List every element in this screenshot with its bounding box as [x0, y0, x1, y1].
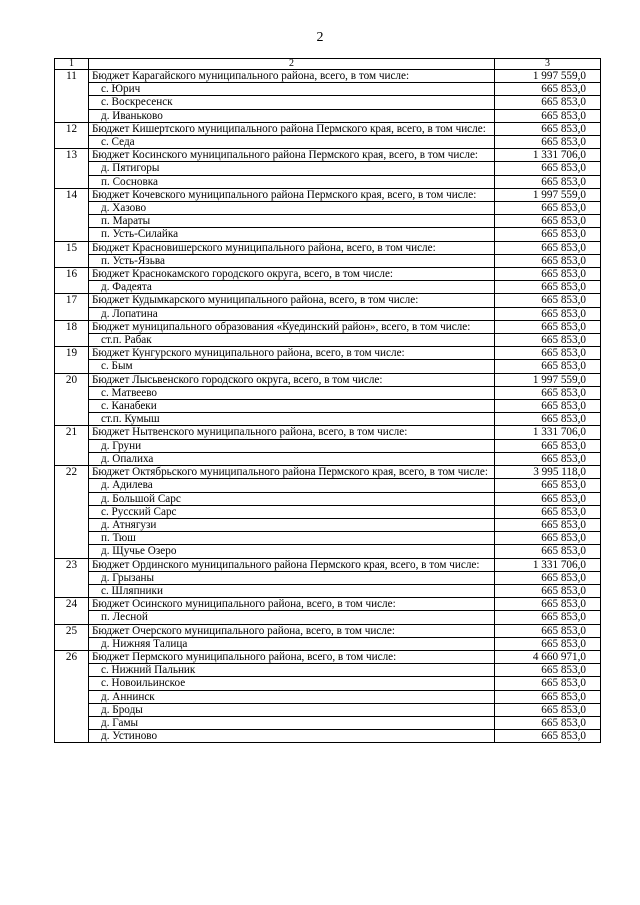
settlement-name: д. Аннинск	[89, 690, 495, 703]
table-row-settlement	[55, 400, 601, 413]
table-row-settlement	[55, 162, 601, 175]
settlement-name: п. Мараты	[89, 215, 495, 228]
settlement-amount: 665 853,0	[495, 215, 601, 228]
settlement-name: д. Фадеята	[89, 281, 495, 294]
row-number: 23	[55, 558, 89, 598]
settlement-name: с. Матвеево	[89, 386, 495, 399]
settlement-name: с. Юрич	[89, 83, 495, 96]
settlement-name: д. Пятигоры	[89, 162, 495, 175]
settlement-name: д. Опалиха	[89, 452, 495, 465]
table-row-group-header	[55, 70, 601, 83]
settlement-name: с. Канабеки	[89, 400, 495, 413]
settlement-amount: 665 853,0	[495, 518, 601, 531]
budget-total: 665 853,0	[495, 624, 601, 637]
table-row-group-header	[55, 466, 601, 479]
table-row-settlement	[55, 136, 601, 149]
table-row-settlement	[55, 360, 601, 373]
settlement-amount: 665 853,0	[495, 109, 601, 122]
settlement-name: д. Щучье Озеро	[89, 545, 495, 558]
row-number: 13	[55, 149, 89, 189]
table-row-settlement	[55, 637, 601, 650]
table-row-settlement	[55, 215, 601, 228]
row-number: 15	[55, 241, 89, 267]
table-row-settlement	[55, 202, 601, 215]
settlement-amount: 665 853,0	[495, 162, 601, 175]
table-row-settlement	[55, 545, 601, 558]
settlement-name: д. Грызаны	[89, 571, 495, 584]
settlement-amount: 665 853,0	[495, 716, 601, 729]
table-row-group-header	[55, 149, 601, 162]
budget-table	[54, 58, 601, 743]
settlement-amount: 665 853,0	[495, 360, 601, 373]
budget-total: 665 853,0	[495, 598, 601, 611]
settlement-amount: 665 853,0	[495, 532, 601, 545]
settlement-amount: 665 853,0	[495, 571, 601, 584]
budget-title: Бюджет Нытвенского муниципального района, всего, в том числе:	[89, 426, 495, 439]
table-row-group-header	[55, 241, 601, 254]
settlement-amount: 665 853,0	[495, 664, 601, 677]
settlement-name: с. Нижний Пальник	[89, 664, 495, 677]
table-row-settlement	[55, 175, 601, 188]
budget-title: Бюджет Красновишерского муниципального района, всего, в том числе:	[89, 241, 495, 254]
settlement-amount: 665 853,0	[495, 386, 601, 399]
budget-total: 665 853,0	[495, 268, 601, 281]
table-row-settlement	[55, 96, 601, 109]
row-number: 25	[55, 624, 89, 650]
settlement-amount: 665 853,0	[495, 439, 601, 452]
table-row-settlement	[55, 703, 601, 716]
table-row-settlement	[55, 334, 601, 347]
settlement-amount: 665 853,0	[495, 452, 601, 465]
settlement-amount: 665 853,0	[495, 413, 601, 426]
table-row-group-header	[55, 294, 601, 307]
settlement-name: п. Лесной	[89, 611, 495, 624]
settlement-name: с. Новоильинское	[89, 677, 495, 690]
settlement-name: д. Большой Сарс	[89, 492, 495, 505]
settlement-amount: 665 853,0	[495, 175, 601, 188]
settlement-name: п. Усть-Силайка	[89, 228, 495, 241]
budget-total: 665 853,0	[495, 294, 601, 307]
settlement-amount: 665 853,0	[495, 584, 601, 597]
budget-title: Бюджет Кунгурского муниципального района, всего, в том числе:	[89, 347, 495, 360]
table-row-settlement	[55, 228, 601, 241]
settlement-name: д. Нижняя Талица	[89, 637, 495, 650]
row-number: 22	[55, 466, 89, 558]
row-number: 12	[55, 122, 89, 148]
budget-title: Бюджет Пермского муниципального района, всего, в том числе:	[89, 650, 495, 663]
settlement-name: д. Лопатина	[89, 307, 495, 320]
table-body	[55, 70, 601, 743]
row-number: 20	[55, 373, 89, 426]
budget-total: 1 997 559,0	[495, 70, 601, 83]
table-row-group-header	[55, 188, 601, 201]
table-row-settlement	[55, 492, 601, 505]
table-row-group-header	[55, 122, 601, 135]
table-row-settlement	[55, 505, 601, 518]
settlement-name: д. Хазово	[89, 202, 495, 215]
table-row-settlement	[55, 254, 601, 267]
row-number: 21	[55, 426, 89, 466]
table-row-settlement	[55, 677, 601, 690]
table-row-group-header	[55, 624, 601, 637]
settlement-name: ст.п. Рабак	[89, 334, 495, 347]
settlement-amount: 665 853,0	[495, 611, 601, 624]
settlement-name: д. Груни	[89, 439, 495, 452]
table-row-settlement	[55, 307, 601, 320]
budget-total: 665 853,0	[495, 241, 601, 254]
header-col-3: 3	[495, 59, 601, 70]
settlement-name: с. Шляпники	[89, 584, 495, 597]
row-number: 18	[55, 320, 89, 346]
settlement-name: с. Седа	[89, 136, 495, 149]
settlement-amount: 665 853,0	[495, 254, 601, 267]
settlement-name: д. Гамы	[89, 716, 495, 729]
settlement-amount: 665 853,0	[495, 136, 601, 149]
budget-total: 1 331 706,0	[495, 558, 601, 571]
settlement-name: п. Тюш	[89, 532, 495, 545]
budget-title: Бюджет Краснокамского городского округа, всего, в том числе:	[89, 268, 495, 281]
table-row-settlement	[55, 571, 601, 584]
table-row-settlement	[55, 716, 601, 729]
budget-title: Бюджет Косинского муниципального района Пермского края, всего, в том числе:	[89, 149, 495, 162]
budget-total: 1 997 559,0	[495, 373, 601, 386]
table-row-settlement	[55, 83, 601, 96]
budget-total: 665 853,0	[495, 320, 601, 333]
budget-total: 1 331 706,0	[495, 426, 601, 439]
settlement-amount: 665 853,0	[495, 96, 601, 109]
budget-title: Бюджет Кишертского муниципального района Пермского края, всего, в том числе:	[89, 122, 495, 135]
row-number: 19	[55, 347, 89, 373]
settlement-name: с. Воскресенск	[89, 96, 495, 109]
table-row-group-header	[55, 373, 601, 386]
row-number: 11	[55, 70, 89, 123]
table-row-settlement	[55, 413, 601, 426]
settlement-name: д. Броды	[89, 703, 495, 716]
table-header-row	[55, 59, 601, 70]
settlement-name: п. Усть-Язьва	[89, 254, 495, 267]
settlement-amount: 665 853,0	[495, 307, 601, 320]
table-row-settlement	[55, 664, 601, 677]
table-row-group-header	[55, 347, 601, 360]
settlement-amount: 665 853,0	[495, 505, 601, 518]
budget-title: Бюджет Лысьвенского городского округа, всего, в том числе:	[89, 373, 495, 386]
settlement-amount: 665 853,0	[495, 492, 601, 505]
budget-total: 665 853,0	[495, 347, 601, 360]
settlement-name: д. Иваньково	[89, 109, 495, 122]
table-row-settlement	[55, 611, 601, 624]
settlement-amount: 665 853,0	[495, 545, 601, 558]
header-col-2: 2	[89, 59, 495, 70]
budget-title: Бюджет Кочевского муниципального района Пермского края, всего, в том числе:	[89, 188, 495, 201]
settlement-name: д. Устиново	[89, 730, 495, 743]
budget-total: 4 660 971,0	[495, 650, 601, 663]
settlement-name: д. Атнягузи	[89, 518, 495, 531]
table-row-group-header	[55, 598, 601, 611]
settlement-amount: 665 853,0	[495, 703, 601, 716]
table-row-settlement	[55, 439, 601, 452]
settlement-name: д. Адилева	[89, 479, 495, 492]
budget-total: 1 331 706,0	[495, 149, 601, 162]
row-number: 14	[55, 188, 89, 241]
table-row-settlement	[55, 452, 601, 465]
budget-title: Бюджет Октябрьского муниципального района Пермского края, всего, в том числе:	[89, 466, 495, 479]
settlement-amount: 665 853,0	[495, 479, 601, 492]
settlement-amount: 665 853,0	[495, 202, 601, 215]
settlement-amount: 665 853,0	[495, 83, 601, 96]
settlement-name: ст.п. Кумыш	[89, 413, 495, 426]
settlement-amount: 665 853,0	[495, 400, 601, 413]
table-row-settlement	[55, 479, 601, 492]
settlement-name: с. Русский Сарс	[89, 505, 495, 518]
budget-total: 1 997 559,0	[495, 188, 601, 201]
table-row-group-header	[55, 268, 601, 281]
settlement-amount: 665 853,0	[495, 677, 601, 690]
settlement-name: с. Бым	[89, 360, 495, 373]
row-number: 26	[55, 650, 89, 742]
table-row-group-header	[55, 650, 601, 663]
budget-title: Бюджет муниципального образования «Куединский район», всего, в том числе:	[89, 320, 495, 333]
budget-title: Бюджет Кудымкарского муниципального района, всего, в том числе:	[89, 294, 495, 307]
row-number: 16	[55, 268, 89, 294]
settlement-amount: 665 853,0	[495, 730, 601, 743]
header-col-1: 1	[55, 59, 89, 70]
row-number: 24	[55, 598, 89, 624]
settlement-amount: 665 853,0	[495, 281, 601, 294]
budget-title: Бюджет Ординского муниципального района Пермского края, всего, в том числе:	[89, 558, 495, 571]
budget-title: Бюджет Очерского муниципального района, всего, в том числе:	[89, 624, 495, 637]
table-row-settlement	[55, 532, 601, 545]
settlement-amount: 665 853,0	[495, 690, 601, 703]
table-row-group-header	[55, 426, 601, 439]
table-row-settlement	[55, 690, 601, 703]
table-row-group-header	[55, 558, 601, 571]
table-row-settlement	[55, 281, 601, 294]
table-row-settlement	[55, 584, 601, 597]
table-row-group-header	[55, 320, 601, 333]
table-row-settlement	[55, 109, 601, 122]
budget-title: Бюджет Осинского муниципального района, всего, в том числе:	[89, 598, 495, 611]
budget-total: 3 995 118,0	[495, 466, 601, 479]
settlement-amount: 665 853,0	[495, 334, 601, 347]
budget-total: 665 853,0	[495, 122, 601, 135]
table-row-settlement	[55, 386, 601, 399]
settlement-name: п. Сосновка	[89, 175, 495, 188]
table-row-settlement	[55, 518, 601, 531]
table-row-settlement	[55, 730, 601, 743]
budget-title: Бюджет Карагайского муниципального района, всего, в том числе:	[89, 70, 495, 83]
settlement-amount: 665 853,0	[495, 228, 601, 241]
row-number: 17	[55, 294, 89, 320]
settlement-amount: 665 853,0	[495, 637, 601, 650]
page-number: 2	[316, 30, 324, 45]
